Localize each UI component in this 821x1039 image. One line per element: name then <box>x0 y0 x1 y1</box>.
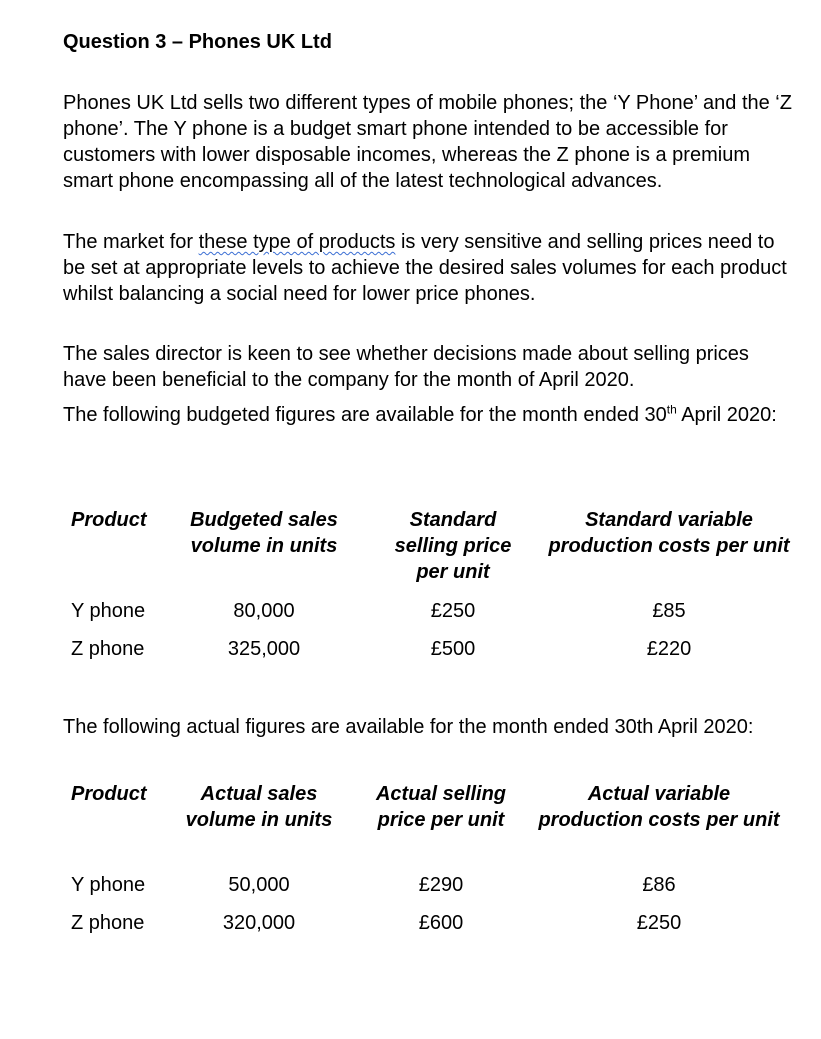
sales-director-paragraph: The sales director is keen to see whether decisions made about selling prices have been beneficial to the company for the month of April 2020. <box>63 343 749 391</box>
actual-cell-cost: £250 <box>636 912 682 934</box>
budget-header-price: Standard selling price per unit <box>394 509 512 583</box>
actual-header-cost: Actual variable production costs per unit <box>538 783 780 831</box>
actual-header-price: Actual selling price per unit <box>375 783 507 831</box>
intro-paragraph: Phones UK Ltd sells two different types of mobile phones; the ‘Y Phone’ and the ‘Z phone’. The Y phone is a budget smart phone intended to be accessible for customers with lower disposable incomes, whereas the Z phone is a premium smart phone encompassing all of the latest technological advances. <box>63 92 792 192</box>
actual-cell-volume: 320,000 <box>222 912 296 934</box>
budget-cell-product: Y phone <box>71 600 146 622</box>
budget-intro-text: The following budgeted figures are available for the month ended 30 <box>63 404 667 426</box>
budget-cell-volume: 325,000 <box>227 638 301 660</box>
actual-cell-product: Y phone <box>71 874 146 896</box>
actual-cell-price: £600 <box>418 912 464 934</box>
actual-header-volume: Actual sales volume in units <box>185 783 333 831</box>
budget-intro-paragraph <box>63 402 793 428</box>
actual-cell-product: Z phone <box>71 912 145 934</box>
budget-header-product: Product <box>71 509 147 531</box>
market-paragraph <box>63 229 793 307</box>
budget-cell-volume: 80,000 <box>233 600 295 622</box>
budget-cell-cost: £220 <box>646 638 692 660</box>
budget-cell-price: £250 <box>430 600 476 622</box>
budget-cell-price: £500 <box>430 638 476 660</box>
budget-intro-text-end: April 2020: <box>676 404 777 426</box>
actual-cell-volume: 50,000 <box>228 874 290 896</box>
ordinal-superscript: th <box>666 402 677 417</box>
budget-cell-cost: £85 <box>652 600 686 622</box>
budget-header-volume: Budgeted sales volume in units <box>190 509 338 557</box>
grammar-flagged-phrase[interactable]: these type of products <box>198 231 396 253</box>
actual-header-product: Product <box>71 783 147 805</box>
market-text-end: is very sensitive and selling prices need to be set at appropriate levels to achieve the desired sales volumes for each product whilst balancing a social need for lower price phones. <box>63 231 787 305</box>
actual-cell-cost: £86 <box>642 874 676 896</box>
actual-cell-price: £290 <box>418 874 464 896</box>
question-title: Question 3 – Phones UK Ltd <box>63 31 332 53</box>
actual-intro-paragraph: The following actual figures are available for the month ended 30th April 2020: <box>63 716 754 738</box>
budget-header-cost: Standard variable production costs per unit <box>548 509 790 557</box>
market-text-start: The market for <box>63 231 199 253</box>
budget-cell-product: Z phone <box>71 638 145 660</box>
